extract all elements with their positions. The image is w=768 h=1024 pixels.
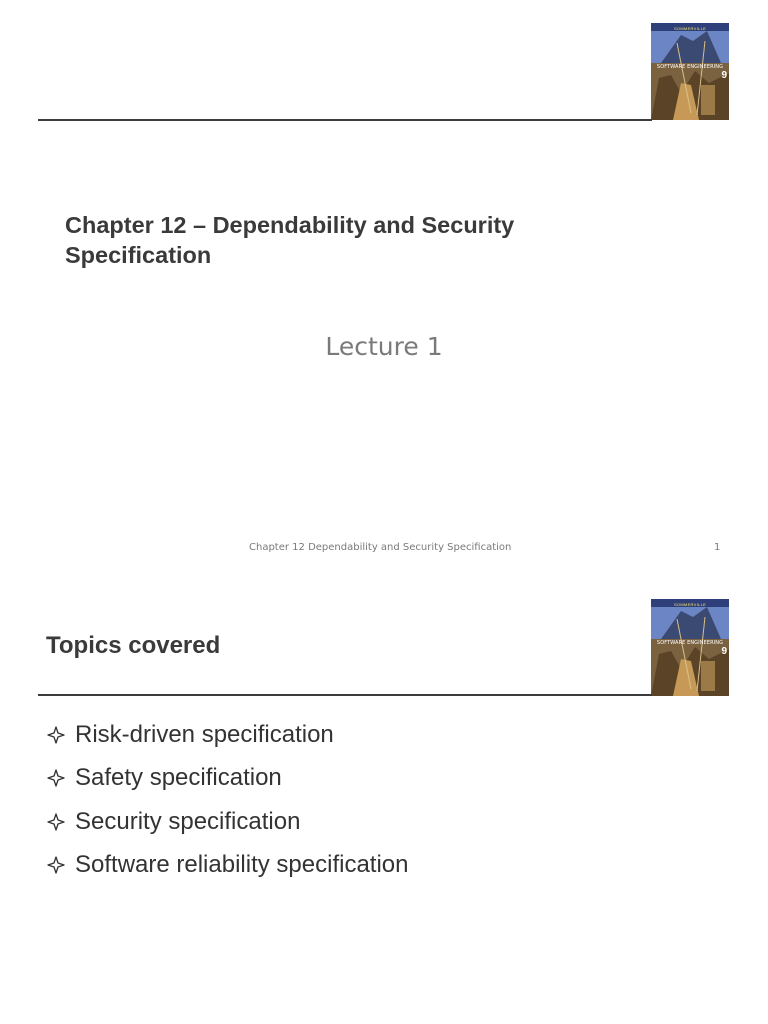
cover-edition: 9	[721, 70, 727, 81]
header-divider	[38, 119, 652, 121]
list-item-label: Safety specification	[75, 764, 282, 792]
book-cover-icon	[651, 23, 729, 120]
list-item	[46, 713, 408, 757]
four-point-star-icon	[46, 725, 66, 745]
four-point-star-icon	[46, 768, 66, 788]
cover-title: SOFTWARE ENGINEERING	[656, 64, 724, 70]
slide-footer: Chapter 12 Dependability and Security Specification	[249, 542, 512, 553]
book-cover-icon	[651, 599, 729, 696]
book-cover-art	[651, 599, 729, 696]
slide-title: Topics covered	[46, 632, 221, 659]
list-item	[46, 800, 408, 844]
page-number: 1	[714, 542, 721, 553]
list-item	[46, 757, 408, 801]
list-item-label: Risk-driven specification	[75, 720, 334, 748]
list-item	[46, 844, 408, 888]
cover-title: SOFTWARE ENGINEERING	[656, 640, 724, 646]
header-divider	[38, 694, 652, 696]
lecture-subtitle: Lecture 1	[325, 332, 443, 361]
book-cover-art	[651, 23, 729, 120]
four-point-star-icon	[46, 812, 66, 832]
chapter-title: Chapter 12 – Dependability and Security Specification	[65, 212, 515, 268]
cover-brand: SOMMERVILLE	[673, 602, 707, 607]
topics-list	[46, 713, 408, 887]
four-point-star-icon	[46, 855, 66, 875]
cover-edition: 9	[721, 646, 727, 657]
topics-slide	[0, 576, 768, 1024]
cover-brand: SOMMERVILLE	[673, 26, 707, 31]
list-item-label: Software reliability specification	[75, 851, 409, 879]
list-item-label: Security specification	[75, 807, 301, 835]
